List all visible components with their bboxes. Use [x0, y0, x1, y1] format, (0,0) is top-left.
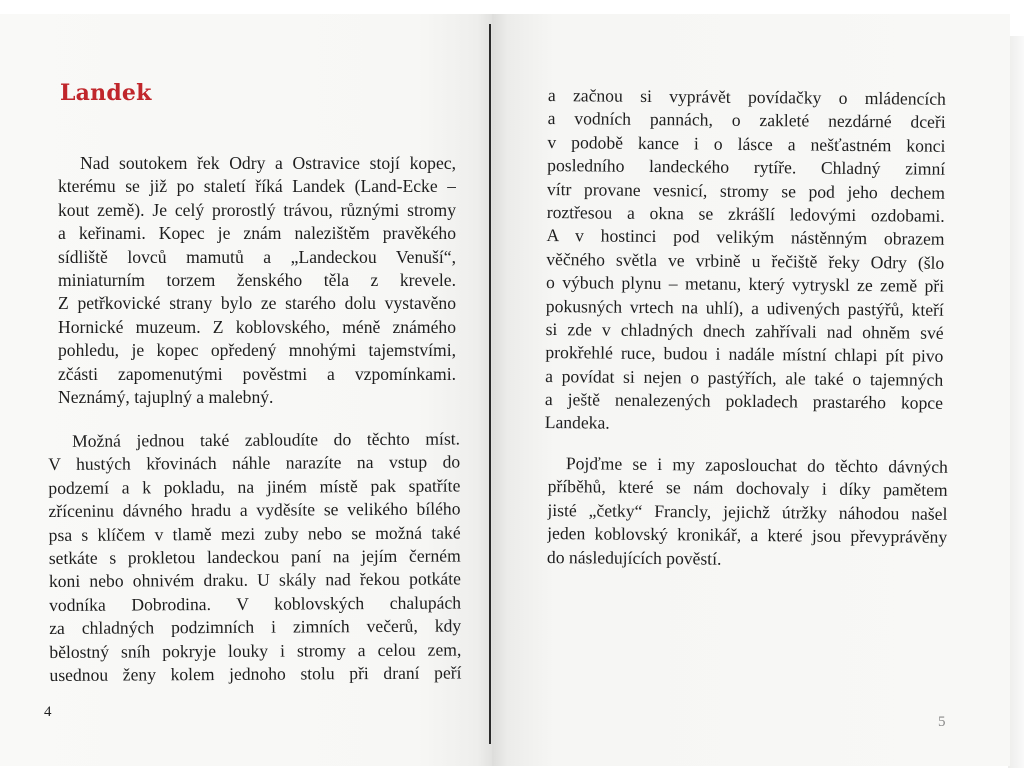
- text-line: kterému se již po staletí říká Landek (Land-Ecke –: [58, 176, 456, 197]
- text-line: a ještě nenalezených pokladech prastarého kopce: [544, 389, 944, 413]
- text-line: Nad soutokem řek Odry a Ostravice stojí kopec,: [80, 153, 456, 173]
- chapter-title: Landek: [60, 80, 152, 106]
- text-line: prokřehlé ruce, budou i nadále místní chlapi pít pivo: [545, 342, 944, 367]
- text-line: A v hostinci pod velikým nástěnným obrazem: [546, 225, 945, 250]
- page-number-right: 5: [938, 714, 946, 730]
- text-line: v podobě kance i o lásce a nešťastném konci: [547, 131, 946, 156]
- text-line: pohledu, je kopec opředený mnohými tajemstvími,: [58, 340, 456, 361]
- text-line: Landeka.: [544, 412, 610, 434]
- text-line: a keřinami. Kopec je znám nalezištěm pravěkého: [58, 223, 456, 244]
- text-line: setkáte s prokletou landeckou paní na jejím černém: [48, 545, 461, 568]
- text-line: a začnou si vyprávět povídačky o mládencích: [547, 84, 946, 109]
- text-line: věčného světla ve vrbině u řečiště řeky Odry (šlo: [546, 248, 945, 273]
- text-line: o výbuch plynu – metanu, který vytryskl ze země při: [546, 272, 945, 296]
- text-line: sídliště lovců mamutů a „Landeckou Venuší“,: [58, 246, 456, 267]
- text-line: bělostný sníh pokryje louky i stromy a celou zem,: [49, 638, 462, 662]
- page-number-left: 4: [44, 704, 52, 720]
- text-line: Neznámý, tajuplný a malebný.: [58, 386, 274, 407]
- text-line: roztřesou a okna se zkrášlí ledovými ozdobami.: [546, 201, 945, 226]
- text-line: Pojďme se i my zaposlouchat do těchto dávných: [565, 453, 948, 477]
- text-line: usednou ženy kolem jednoho stolu při draní peří: [49, 662, 462, 685]
- text-line: Možná jednou také zabloudíte do těchto míst.: [72, 428, 461, 451]
- text-line: kout země). Je celý prorostlý trávou, různými stromy: [58, 199, 456, 220]
- text-line: a vodních pannách, o zakleté nezdárné dceři: [547, 108, 946, 133]
- text-line: do následujících pověstí.: [546, 546, 722, 569]
- text-line: psa s klíčem v tlamě mezi zuby nebo se možná také: [48, 522, 461, 545]
- right-paragraph-1: [545, 84, 946, 439]
- text-line: vodníka Dobrodina. V koblovských chalupách: [49, 592, 462, 615]
- text-line: zčásti zapomenutými pověstmi a vzpomínkami.: [58, 363, 456, 384]
- text-line: za chladných podzimních i zimních večerů, kdy: [49, 615, 462, 639]
- book-gutter: [489, 24, 491, 744]
- right-paragraph-2: [547, 452, 948, 573]
- text-line: příběhů, které se nám dochovaly i díky pamětem: [547, 476, 948, 501]
- text-line: vítr provane vesnicí, stromy se pod jeho dechem: [546, 178, 946, 203]
- text-line: koni nebo ohnivém draku. U skály nad řekou potkáte: [48, 568, 461, 592]
- left-paragraph-1: [58, 152, 456, 409]
- book-cover-edge: [1008, 36, 1024, 768]
- text-line: si zde v chladných dnech zahřívali nad ohněm své: [545, 318, 944, 343]
- text-line: zříceninu dávného hradu a vyděsíte se velikého bílého: [48, 498, 461, 522]
- text-line: podzemí a k pokladu, na jiném místě pak spatříte: [48, 475, 461, 498]
- text-line: a povídat si nejen o pastýřích, ale také o tajemných: [545, 365, 944, 390]
- text-line: miniaturním torzem ženského těla z krevele.: [58, 269, 456, 290]
- left-paragraph-2: [48, 427, 462, 687]
- text-line: Hornické muzeum. Z koblovského, méně známého: [58, 316, 456, 337]
- text-line: posledního landeckého rytíře. Chladný zimní: [547, 155, 946, 179]
- text-line: jeden koblovský kronikář, a které jsou převyprávěny: [547, 523, 948, 548]
- text-line: pokusných vrtech na uhlí), a udivených pastýřů, kteří: [545, 295, 944, 320]
- text-line: Z petřkovické strany bylo ze starého dolu vystavěno: [58, 293, 456, 314]
- text-line: jisté „četky“ Francly, jejichž útržky náhodou našel: [547, 499, 948, 524]
- text-line: V hustých křovinách náhle narazíte na vstup do: [48, 451, 461, 475]
